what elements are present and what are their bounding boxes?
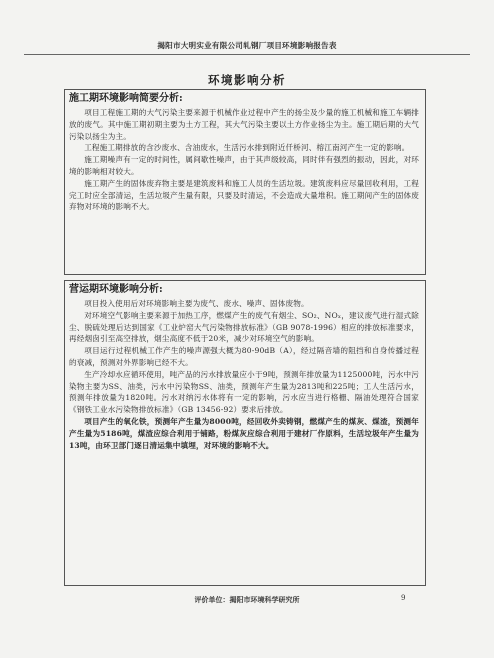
construction-heading: 施工期环境影响简要分析:: [69, 93, 183, 104]
construction-paragraph: 施工期产生的固体废弃物主要是建筑废料和施工人员的生活垃圾。建筑废料应尽量回收利用，工程完工时应全部清运，生活垃圾产生量有限，只要及时清运，不会造成大量堆积。施工期间产生的固体废弃物对环境的影响不大。: [69, 178, 419, 212]
footer-organization: 评价单位：揭阳市环境科学研究所: [194, 595, 300, 604]
operation-section: [64, 280, 426, 586]
operation-heading: 营运期环境影响分析:: [69, 284, 163, 295]
construction-section: [64, 89, 426, 275]
page-number: 9: [401, 594, 406, 602]
operation-paragraph: 项目运行过程机械工作产生的噪声源强大概为80-90dB（A），经过隔音墙的阻挡和自身传播过程的衰减，预测对外界影响已经不大。: [69, 346, 419, 367]
report-header: 揭阳市大明实业有限公司轧钢厂项目环境影响报告表: [157, 41, 337, 50]
header-divider: [24, 54, 470, 55]
construction-paragraph: 项目工程施工期的大气污染主要来源于机械作业过程中产生的扬尘及少量的施工机械和施工车辆排放的废气。其中施工期初期主要为土方工程，其大气污染主要以土方作业扬尘为主。施工期后期的大气污染以扬尘为主。: [69, 108, 419, 141]
operation-paragraph: 生产冷却水应循环使用，吨产品的污水排放量应小于9吨，预测年排放量为1125000吨，污水中污染物主要为SS、油类，污水中污染物SS、油类，预测年产生量为2813吨和225吨；工人生活污水，预测年排放量为1820吨。污水对纳污水体将有一定的影响，污水应当进行格栅、隔油处理符合国家《钢铁工业水污染物排放标准》（GB 13456-92）要求后排放。: [69, 369, 419, 415]
construction-paragraph: 工程施工期排放的含沙废水、含油废水，生活污水排到附近仟桥河、榕江南河产生一定的影响。: [84, 143, 410, 153]
page-title: 环境影响分析: [208, 73, 286, 87]
construction-paragraph: 施工期噪声有一定的时间性，属间歇性噪声，由于其声级较高，同时伴有强烈的振动，因此，对环境的影响相对较大。: [69, 155, 419, 176]
operation-paragraph: 对环境空气影响主要来源于加热工序，燃煤产生的废气有烟尘、SO₂、NOₓ，建议废气进行湿式除尘、脱硫处理后达到国家《工业炉窑大气污染物排放标准》（GB 9078-1996）相应的排放标准要求，再经烟囱引至高空排放，烟尘高度不低于20米，减少对环境空气的影响。: [69, 310, 419, 344]
operation-paragraph: 项目产生的氧化铁，预测年产生量为8000吨，经回收外卖铸钢，燃煤产生的煤灰、煤渣，预测年产生量为5186吨，煤渣应综合利用于铺路，粉煤灰应综合利用于建材厂作原料，生活垃圾年产生量为13吨，由环卫部门逐日清运集中填埋，对环境的影响不大。: [69, 416, 419, 450]
operation-paragraph: 项目投入使用后对环境影响主要为废气、废水、噪声、固体废物。: [84, 299, 309, 308]
